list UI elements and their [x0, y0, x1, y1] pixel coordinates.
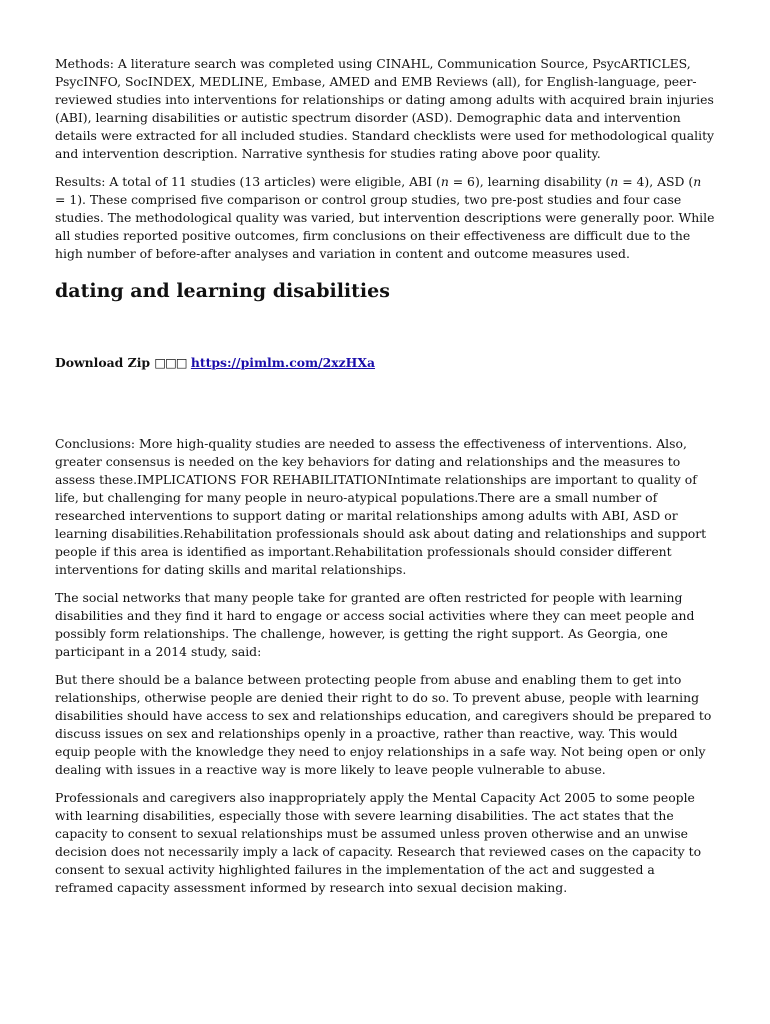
section-heading: dating and learning disabilities — [55, 280, 390, 302]
n-symbol: n — [693, 174, 702, 189]
arrow-glyphs-icon: □□□ — [154, 355, 187, 370]
download-label: Download Zip — [55, 355, 151, 370]
balance-paragraph: But there should be a balance between protecting people from abuse and enabling them to get into relationships, otherwise people are denied their right to do so. To prevent abuse, people with learning disabilities should have access to sex and relationships education, and caregivers should be prepared to discuss issues on sex and relationships openly in a proactive, rather than reactive, way. This would equip people with the knowledge they need to enjoy relationships in a safe way. Not being open or only dealing with issues in a reactive way is more likely to leave people vulnerable to abuse. — [55, 672, 712, 777]
article-body — [55, 55, 715, 907]
conclusions-paragraph: Conclusions: More high-quality studies are needed to assess the effectiveness of interventions. Also, greater consensus is needed on the key behaviors for dating and relationships and the measures to assess these.IMPLICATIONS FOR REHABILITATIONIntimate relationships are important to quality of life, but challenging for many people in neuro-atypical populations.There are a small number of researched interventions to support dating or marital relationships among adults with ABI, ASD or learning disabilities.Rehabilitation professionals should ask about dating and relationships and support people if this area is identified as important.Rehabilitation professionals should consider different interventions for dating skills and marital relationships. — [55, 436, 707, 577]
n-symbol: n — [440, 174, 449, 189]
social-networks-paragraph: The social networks that many people take for granted are often restricted for people with learning disabilities and they find it hard to engage or access social activities where they can meet people and possibly form relationships. The challenge, however, is getting the right support. As Georgia, one participant in a 2014 study, said: — [55, 590, 695, 659]
n-symbol: n — [610, 174, 619, 189]
results-paragraph — [55, 173, 715, 263]
spacer — [55, 372, 715, 435]
download-link[interactable]: https://pimlm.com/2xzHXa — [190, 355, 376, 370]
mental-capacity-paragraph: Professionals and caregivers also inappropriately apply the Mental Capacity Act 2005 to some people with learning disabilities, especially those with severe learning disabilities. The act states that the capacity to consent to sexual relationships must be assumed unless proven otherwise and an unwise decision does not necessarily imply a lack of capacity. Research that reviewed cases on the capacity to consent to sexual activity highlighted failures in the implementation of the act and suggested a reframed capacity assessment informed by research into sexual decision making. — [55, 790, 702, 895]
results-text-4: = 1). These comprised five comparison or control group studies, two pre-post studies and four case studies. The methodological quality was varied, but intervention descriptions were generally poor. While all studies reported positive outcomes, firm conclusions on their effectiveness are difficult due to the high number of before-after analyses and variation in content and outcome measures used. — [55, 192, 715, 261]
results-text-1: Results: A total of 11 studies (13 articles) were eligible, ABI ( — [55, 174, 441, 189]
results-text-3: = 4), ASD ( — [618, 174, 694, 189]
download-line — [55, 354, 715, 372]
results-text-2: = 6), learning disability ( — [448, 174, 611, 189]
methods-paragraph: Methods: A literature search was completed using CINAHL, Communication Source, PsycARTICLES, PsycINFO, SocINDEX, MEDLINE, Embase, AMED and EMB Reviews (all), for English-language, peer-reviewed studies into interventions for relationships or dating among adults with acquired brain injuries (ABI), learning disabilities or autistic spectrum disorder (ASD). Demographic data and intervention details were extracted for all included studies. Standard checklists were used for methodological quality and intervention description. Narrative synthesis for studies rating above poor quality. — [55, 56, 715, 161]
